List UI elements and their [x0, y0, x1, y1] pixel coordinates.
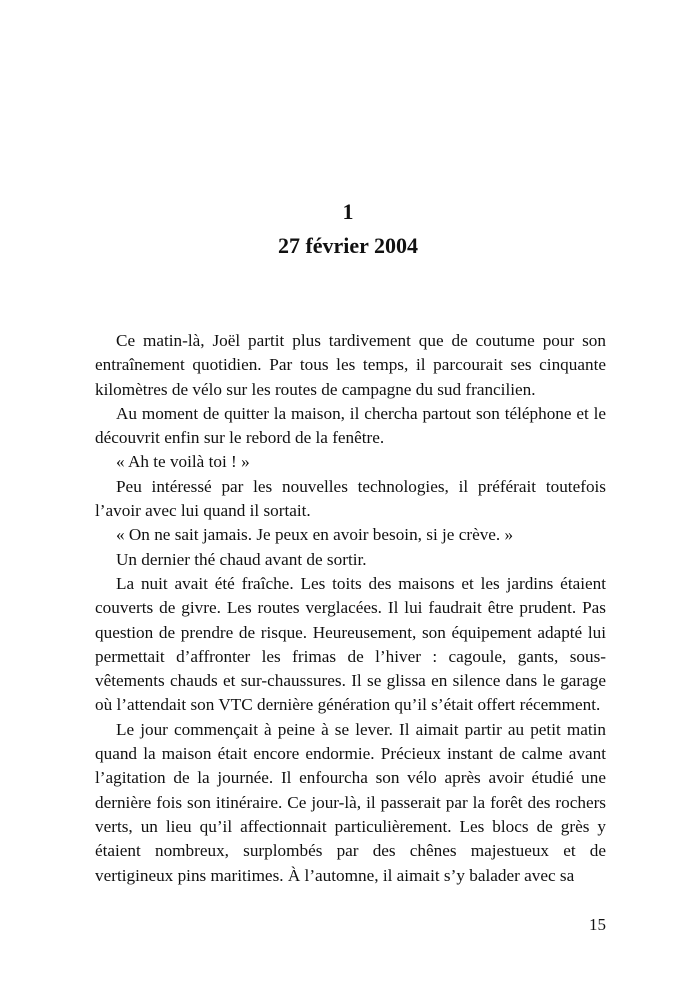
paragraph: Peu intéressé par les nouvelles technologies, il préférait toutefois l’avoir avec lui quand il sortait.	[95, 476, 606, 521]
paragraph: « Ah te voilà toi ! »	[116, 452, 250, 472]
body-text	[95, 329, 606, 888]
paragraph: Ce matin-là, Joël partit plus tardivement que de coutume pour son entraînement quotidien. Par tous les temps, il parcourait ses cinquante kilomètres de vélo sur les routes de campagne du sud francilien.	[95, 331, 606, 399]
page-number: 15	[589, 915, 606, 934]
chapter-title-date: 27 février 2004	[277, 233, 419, 258]
paragraph: Au moment de quitter la maison, il chercha partout son téléphone et le découvrit enfin sur le rebord de la fenêtre.	[95, 403, 606, 448]
paragraph: Le jour commençait à peine à se lever. Il aimait partir au petit matin quand la maison était encore endormie. Précieux instant de calme avant l’agitation de la journée. Il enfourcha son vélo après avoir étudié une dernière fois son itinéraire. Ce jour-là, il passerait par la forêt des rochers verts, un lieu qu’il affectionnait particulièrement. Les blocs de grès y étaient nombreux, surplombés par des chênes majestueux et de vertigineux pins maritimes. À l’automne, il aimait s’y balader avec sa	[95, 719, 606, 885]
paragraph: Un dernier thé chaud avant de sortir.	[116, 549, 367, 569]
paragraph: « On ne sait jamais. Je peux en avoir besoin, si je crève. »	[116, 525, 514, 545]
paragraph: La nuit avait été fraîche. Les toits des maisons et les jardins étaient couverts de givre. Les routes verglacées. Il lui faudrait être prudent. Pas question de prendre de risque. Heureusement, son équipement adapté lui permettait d’affronter les frimas de l’hiver : cagoule, gants, sous-vêtements chauds et sur-chaussures. Il se glissa en silence dans le garage où l’attendait son VTC dernière génération qu’il s’était offert récemment.	[95, 573, 606, 715]
chapter-number: 1	[342, 199, 354, 224]
